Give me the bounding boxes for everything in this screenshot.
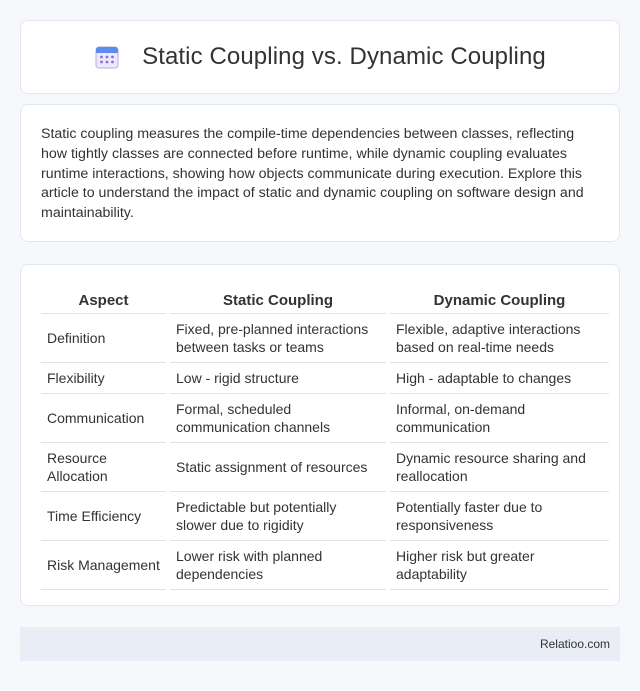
- footer-site-link[interactable]: Relatioo.com: [539, 637, 610, 651]
- table-header-row: [41, 283, 609, 314]
- table-row: [41, 492, 609, 541]
- table-row: [41, 363, 609, 394]
- page-title: Static Coupling vs. Dynamic Coupling: [142, 43, 546, 70]
- row-dynamic-cell: Flexible, adaptive interactions based on real-time needs: [390, 314, 609, 363]
- row-dynamic-cell: Potentially faster due to responsiveness: [390, 492, 609, 541]
- row-static-cell: Fixed, pre-planned interactions between tasks or teams: [170, 314, 386, 363]
- footer-bar: [20, 627, 620, 661]
- row-static-cell: Lower risk with planned dependencies: [170, 541, 386, 590]
- comparison-table: [37, 283, 613, 590]
- row-dynamic-cell: Dynamic resource sharing and reallocation: [390, 443, 609, 492]
- comparison-card: [20, 264, 620, 606]
- row-aspect-cell: Resource Allocation: [41, 443, 166, 492]
- calendar-icon: [94, 44, 120, 70]
- row-static-cell: Predictable but potentially slower due to rigidity: [170, 492, 386, 541]
- row-aspect-cell: Time Efficiency: [41, 492, 166, 541]
- header-aspect: Aspect: [41, 283, 166, 314]
- header-static-coupling: Static Coupling: [170, 283, 386, 314]
- header-dynamic-coupling: Dynamic Coupling: [390, 283, 609, 314]
- row-dynamic-cell: High - adaptable to changes: [390, 363, 609, 394]
- row-aspect-cell: Definition: [41, 314, 166, 363]
- table-row: [41, 541, 609, 590]
- row-static-cell: Static assignment of resources: [170, 443, 386, 492]
- table-row: [41, 443, 609, 492]
- row-dynamic-cell: Informal, on-demand communication: [390, 394, 609, 443]
- table-row: [41, 394, 609, 443]
- row-aspect-cell: Risk Management: [41, 541, 166, 590]
- row-static-cell: Low - rigid structure: [170, 363, 386, 394]
- row-static-cell: Formal, scheduled communication channels: [170, 394, 386, 443]
- table-row: [41, 314, 609, 363]
- row-aspect-cell: Flexibility: [41, 363, 166, 394]
- title-card: [20, 20, 620, 94]
- intro-card: [20, 104, 620, 242]
- intro-paragraph: Static coupling measures the compile-time dependencies between classes, reflecting how tightly classes are connected before runtime, while dynamic coupling evaluates runtime interactions, showing how objects communicate during execution. Explore this article to understand the impact of static and dynamic coupling on software design and maintainability.: [41, 126, 584, 222]
- row-aspect-cell: Communication: [41, 394, 166, 443]
- row-dynamic-cell: Higher risk but greater adaptability: [390, 541, 609, 590]
